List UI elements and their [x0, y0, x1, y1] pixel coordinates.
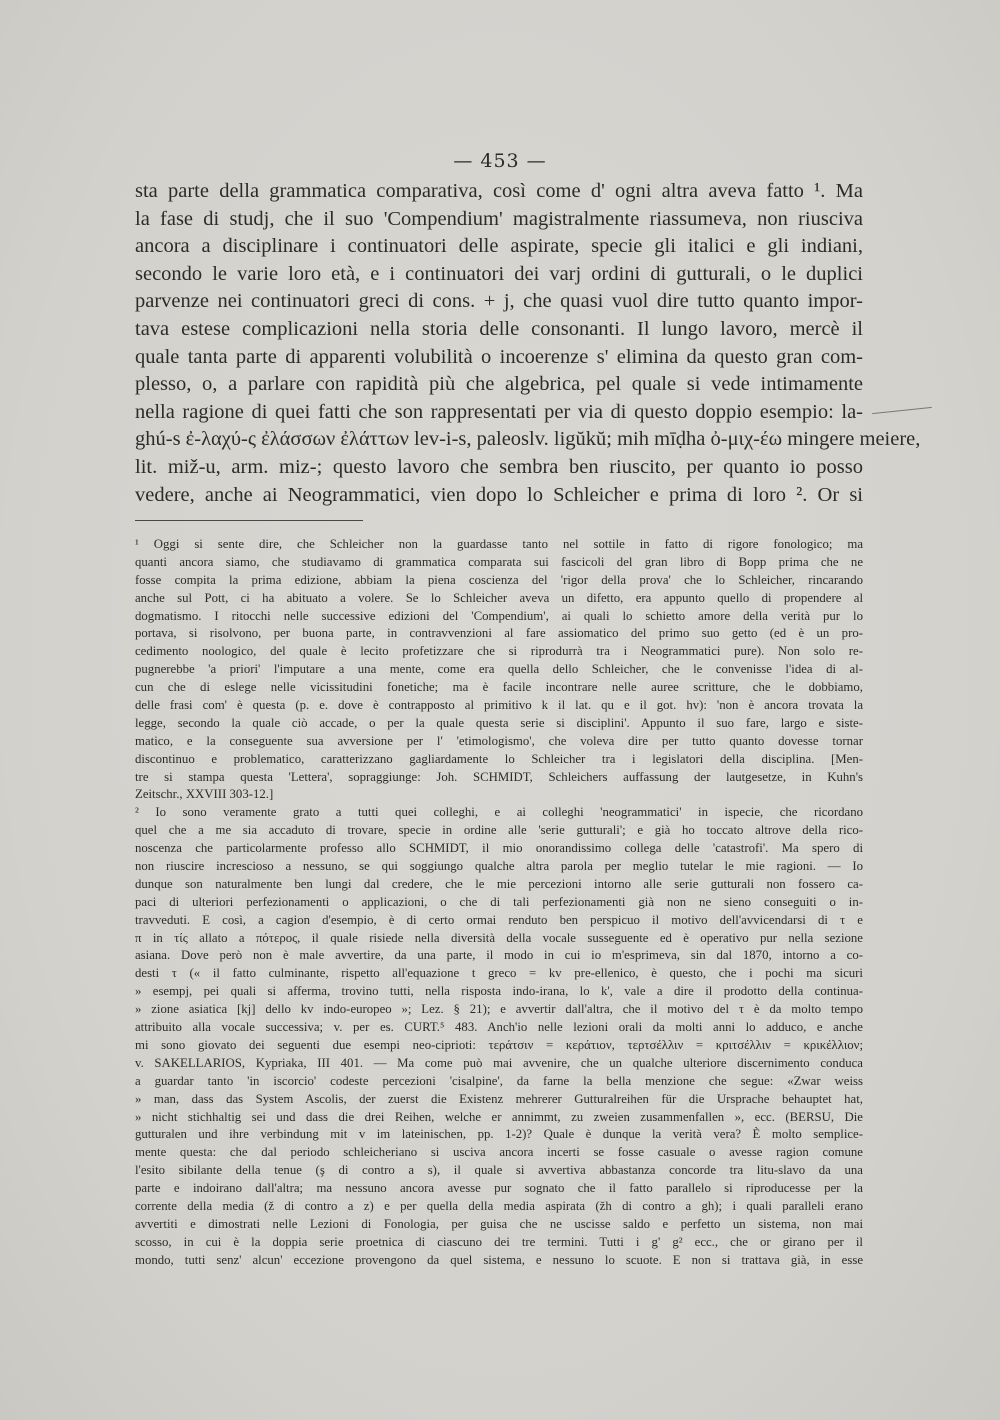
footnote-line: avvertiti e dimostrati nelle Lezioni di Fonologia, per guisa che ne uscisse saldo e perfetto un sistema, non mai [135, 1216, 863, 1231]
footnote-line: corrente della media (ž di contro a z) e per quella della media aspirata (žh di contro a gh); i quali paralleli erano [135, 1198, 863, 1213]
footnote-line: legge, secondo la quale ciò accade, o per la quale questa serie si disciplini'. Appunto il suo fare, largo e siste- [135, 715, 863, 730]
footnote-line: π in τίς allato a πότερος, il quale risiede nella diversità della vocale susseguente ed è operativo pur nella sezione [135, 930, 863, 945]
footnote-line: cun che di eslege nelle vicissitudini fonetiche; ma è facile incontrare nelle auree scritture, che le dobbiamo, [135, 680, 863, 695]
footnotes-block [135, 536, 863, 1270]
main-text-line: sta parte della grammatica comparativa, così come d' ogni altra aveva fatto ¹. Ma [135, 180, 863, 202]
footnote-line: » nicht stichhaltig sei und dass die drei Reihen, welche er annimmt, zu zweien zusammenfallen », ecc. (BERSU, Die [135, 1109, 863, 1124]
footnote-line: matico, e la conseguente sua avversione per l' 'etimologismo', che voleva dire per tutto quanto dovesse tornar [135, 733, 863, 748]
footnote-line: parte e indoirano dall'altra; ma nessuno ancora avesse pur sognato che il fatto parallelo si riproducesse per la [135, 1181, 863, 1196]
footnote-line: delle frasi com' è questa (p. e. dove è contrapposto al primitivo k il lat. qu e il got. hv): 'non è ancora trovata la [135, 698, 863, 713]
footnote-line: dunque son naturalmente ben lungi dal credere, che le mie percezioni intorno alle serie gutturali non fossero ca- [135, 876, 863, 891]
page-number: — 453 — [453, 150, 547, 172]
main-text-block [135, 178, 921, 509]
footnote-line: mente questa: che dal periodo schleicheriano si usciva ancora incerti se fosse casuale o avesse ragion comune [135, 1145, 863, 1160]
footnote-line: quanti ancora siamo, che studiavamo di grammatica comparata sui fascicoli del gran libro di Bopp prima che ne [135, 554, 863, 569]
footnote-line: asiana. Dove però non è male avvertire, da una parte, il modo in cui io m'esprimeva, sin dal 1870, intorno a co- [135, 948, 863, 963]
footnote-line: ² Io sono veramente grato a tutti quei colleghi, e ai colleghi 'neogrammatici' in ispecie, che ricordano [135, 805, 863, 820]
footnote-line: » esempj, pei quali si afferma, trovino tutti, nella risposta indo-irana, lo k', vale a dire il prodotto della continua- [135, 984, 863, 999]
footnote-line: gutturalen und ihre verbindung mit v im lateinischen, pp. 1-2)? Quale è dunque la verità vera? È molto semplice- [135, 1127, 863, 1142]
footnote-line: mondo, tutti senz' alcun' eccezione provengono da quel sistema, e nessuno lo scuote. E non si trattava già, in esse [135, 1252, 863, 1267]
footnote-line: anche sul Pott, ci ha abituato a volere. Se lo Schleicher aveva un difetto, era appunto quello di propendere al [135, 590, 863, 605]
main-text-line: ancora a disciplinare i continuatori delle aspirate, specie gli italici e gli indiani, [135, 235, 863, 258]
footnote-line: » man, dass das System Ascolis, der zuerst die Existenz mehrerer Gutturalreihen für die Ursprache behauptet hat, [135, 1091, 863, 1106]
main-text-line: vedere, anche ai Neogrammatici, vien dopo lo Schleicher e prima di loro ². Or si [135, 483, 863, 506]
footnote-line: paci di ulteriori perfezionamenti o applicazioni, o che di tali perfezionamenti già non ne sieno conseguiti o in- [135, 894, 863, 909]
footnote-line: mi sono giovato dei seguenti due esempi neo-ciprioti: τεράτσιν = κεράτιον, τερτσέλλιν = κριτσέλλιν = κρικέλλιον; [135, 1037, 863, 1052]
footnote-line: fosse compita la prima edizione, abbiam la piena coscienza del 'rigor della prova' che lo Schleicher, rincarando [135, 572, 863, 587]
footnote-line: cedimento noologico, del quale è lecito profetizzare che si riprodurrà tra i Neogrammatici pure). Non solo re- [135, 644, 863, 659]
footnote-line: noscenza che particolarmente professo allo SCHMIDT, il mio onorandissimo collega delle 'catastrofi'. Ma spero di [135, 841, 863, 856]
footnote-line: desti τ (« il fatto culminante, rispetto all'equazione t greco = kv pre-ellenico, è questo, che i pochi ma sicuri [135, 966, 863, 981]
footnote-line: Zeitschr., XXVIII 303-12.] [135, 787, 274, 802]
footnote-line: discontinuo e problematico, caratterizzano gagliardamente lo Schleicher tra i legislatori della disciplina. [Men- [135, 751, 863, 766]
footnote-line: dogmatismo. I ritocchi nelle successive edizioni del 'Compendium', ai quali lo schietto amore della verità pur lo [135, 608, 863, 623]
footnote-line: ¹ Oggi si sente dire, che Schleicher non la guardasse tanto nel sottile in fatto di rigore fonologico; ma [135, 537, 863, 551]
footnote-separator [135, 520, 363, 521]
main-text-line: parvenze nei continuatori greci di cons. + j, che quasi vuol dire tutto quanto impor- [135, 290, 863, 313]
footnote-line: scosso, in cui è la doppia serie proetnica di ciascuno dei tre termini. Tutti i g' g² ecc., che or girano per il [135, 1234, 863, 1249]
margin-pencil-mark [872, 407, 932, 414]
footnote-line: attribuito alla vocale successiva; v. per es. CURT.⁵ 483. Anch'io nelle lezioni orali da molti anni lo adduco, e anche [135, 1020, 863, 1035]
footnote-line: travveduti. E così, a cagion d'esempio, è di certo ormai renduto ben perspicuo il motivo dell'avvicendarsi di τ e [135, 912, 863, 927]
main-text-line: secondo le varie loro età, e i continuatori dei varj ordini di gutturali, o le duplici [135, 262, 863, 285]
main-text-line: quale tanta parte di apparenti volubilità o incoerenze s' elimina da questo gran com- [135, 345, 863, 368]
main-text-line: ghú-s ἐ-λαχύ-ς ἐλάσσων ἐλάττων lev-i-s, paleoslv. ligŭkŭ; mih mīḍha ὀ-μιχ-έω mingere meiere, [135, 428, 921, 451]
main-text-line: tava estese complicazioni nella storia delle consonanti. Il lungo lavoro, mercè il [135, 317, 863, 340]
main-text-line: nella ragione di quei fatti che son rappresentati per via di questo doppio esempio: la- [135, 400, 863, 423]
footnote-line: portava, si risolvono, per buona parte, in contravvenzioni al fare assiomatico del primo suo getto (ed è un pro- [135, 626, 863, 641]
footnote-line: tre si stampa questa 'Lettera', sopraggiunge: Joh. SCHMIDT, Schleichers auffassung der lautgesetze, in Kuhn's [135, 769, 863, 784]
footnote-line: a guardar tanto 'in iscorcio' codeste percezioni 'cisalpine', da farne la bella menzione che segue: «Zwar weiss [135, 1073, 863, 1088]
main-text-line: lit. miž-u, arm. miz-; questo lavoro che sembra ben riuscito, per quanto io posso [135, 455, 863, 478]
footnote-line: » zione asiatica [kj] dello kv indo-europeo »; Lez. § 21); e avvertir dall'altra, che il motivo del τ è da molto tempo [135, 1002, 863, 1017]
footnote-line: pugnerebbe 'a priori' l'imputare a una mente, come era quella dello Schleicher, che le convenisse l'idea di al- [135, 662, 863, 677]
footnote-line: quel che a me sia accaduto di trovare, specie in ordine alle 'serie gutturali'; e già ho toccato altrove della rico- [135, 823, 863, 838]
footnote-line: v. SAKELLARIOS, Kypriaka, III 401. — Ma come può mai avvenire, che un qualche ulteriore discernimento conduca [135, 1055, 863, 1070]
main-text-line: plesso, o, a parlare con rapidità più che algebrica, pel quale si vede intimamente [135, 373, 863, 396]
footnote-line: l'esito sibilante della tenue (ş di contro a s), il quale si avvertiva abbastanza concorde tra litu-slavo da una [135, 1163, 863, 1178]
footnote-line: non riuscire increscioso a nessuno, se qui soggiungo qualche altra parola per meglio tutelar le mie ragioni. — Io [135, 859, 863, 874]
main-text-line: la fase di studj, che il suo 'Compendium' magistralmente riassumeva, non riusciva [135, 207, 863, 230]
